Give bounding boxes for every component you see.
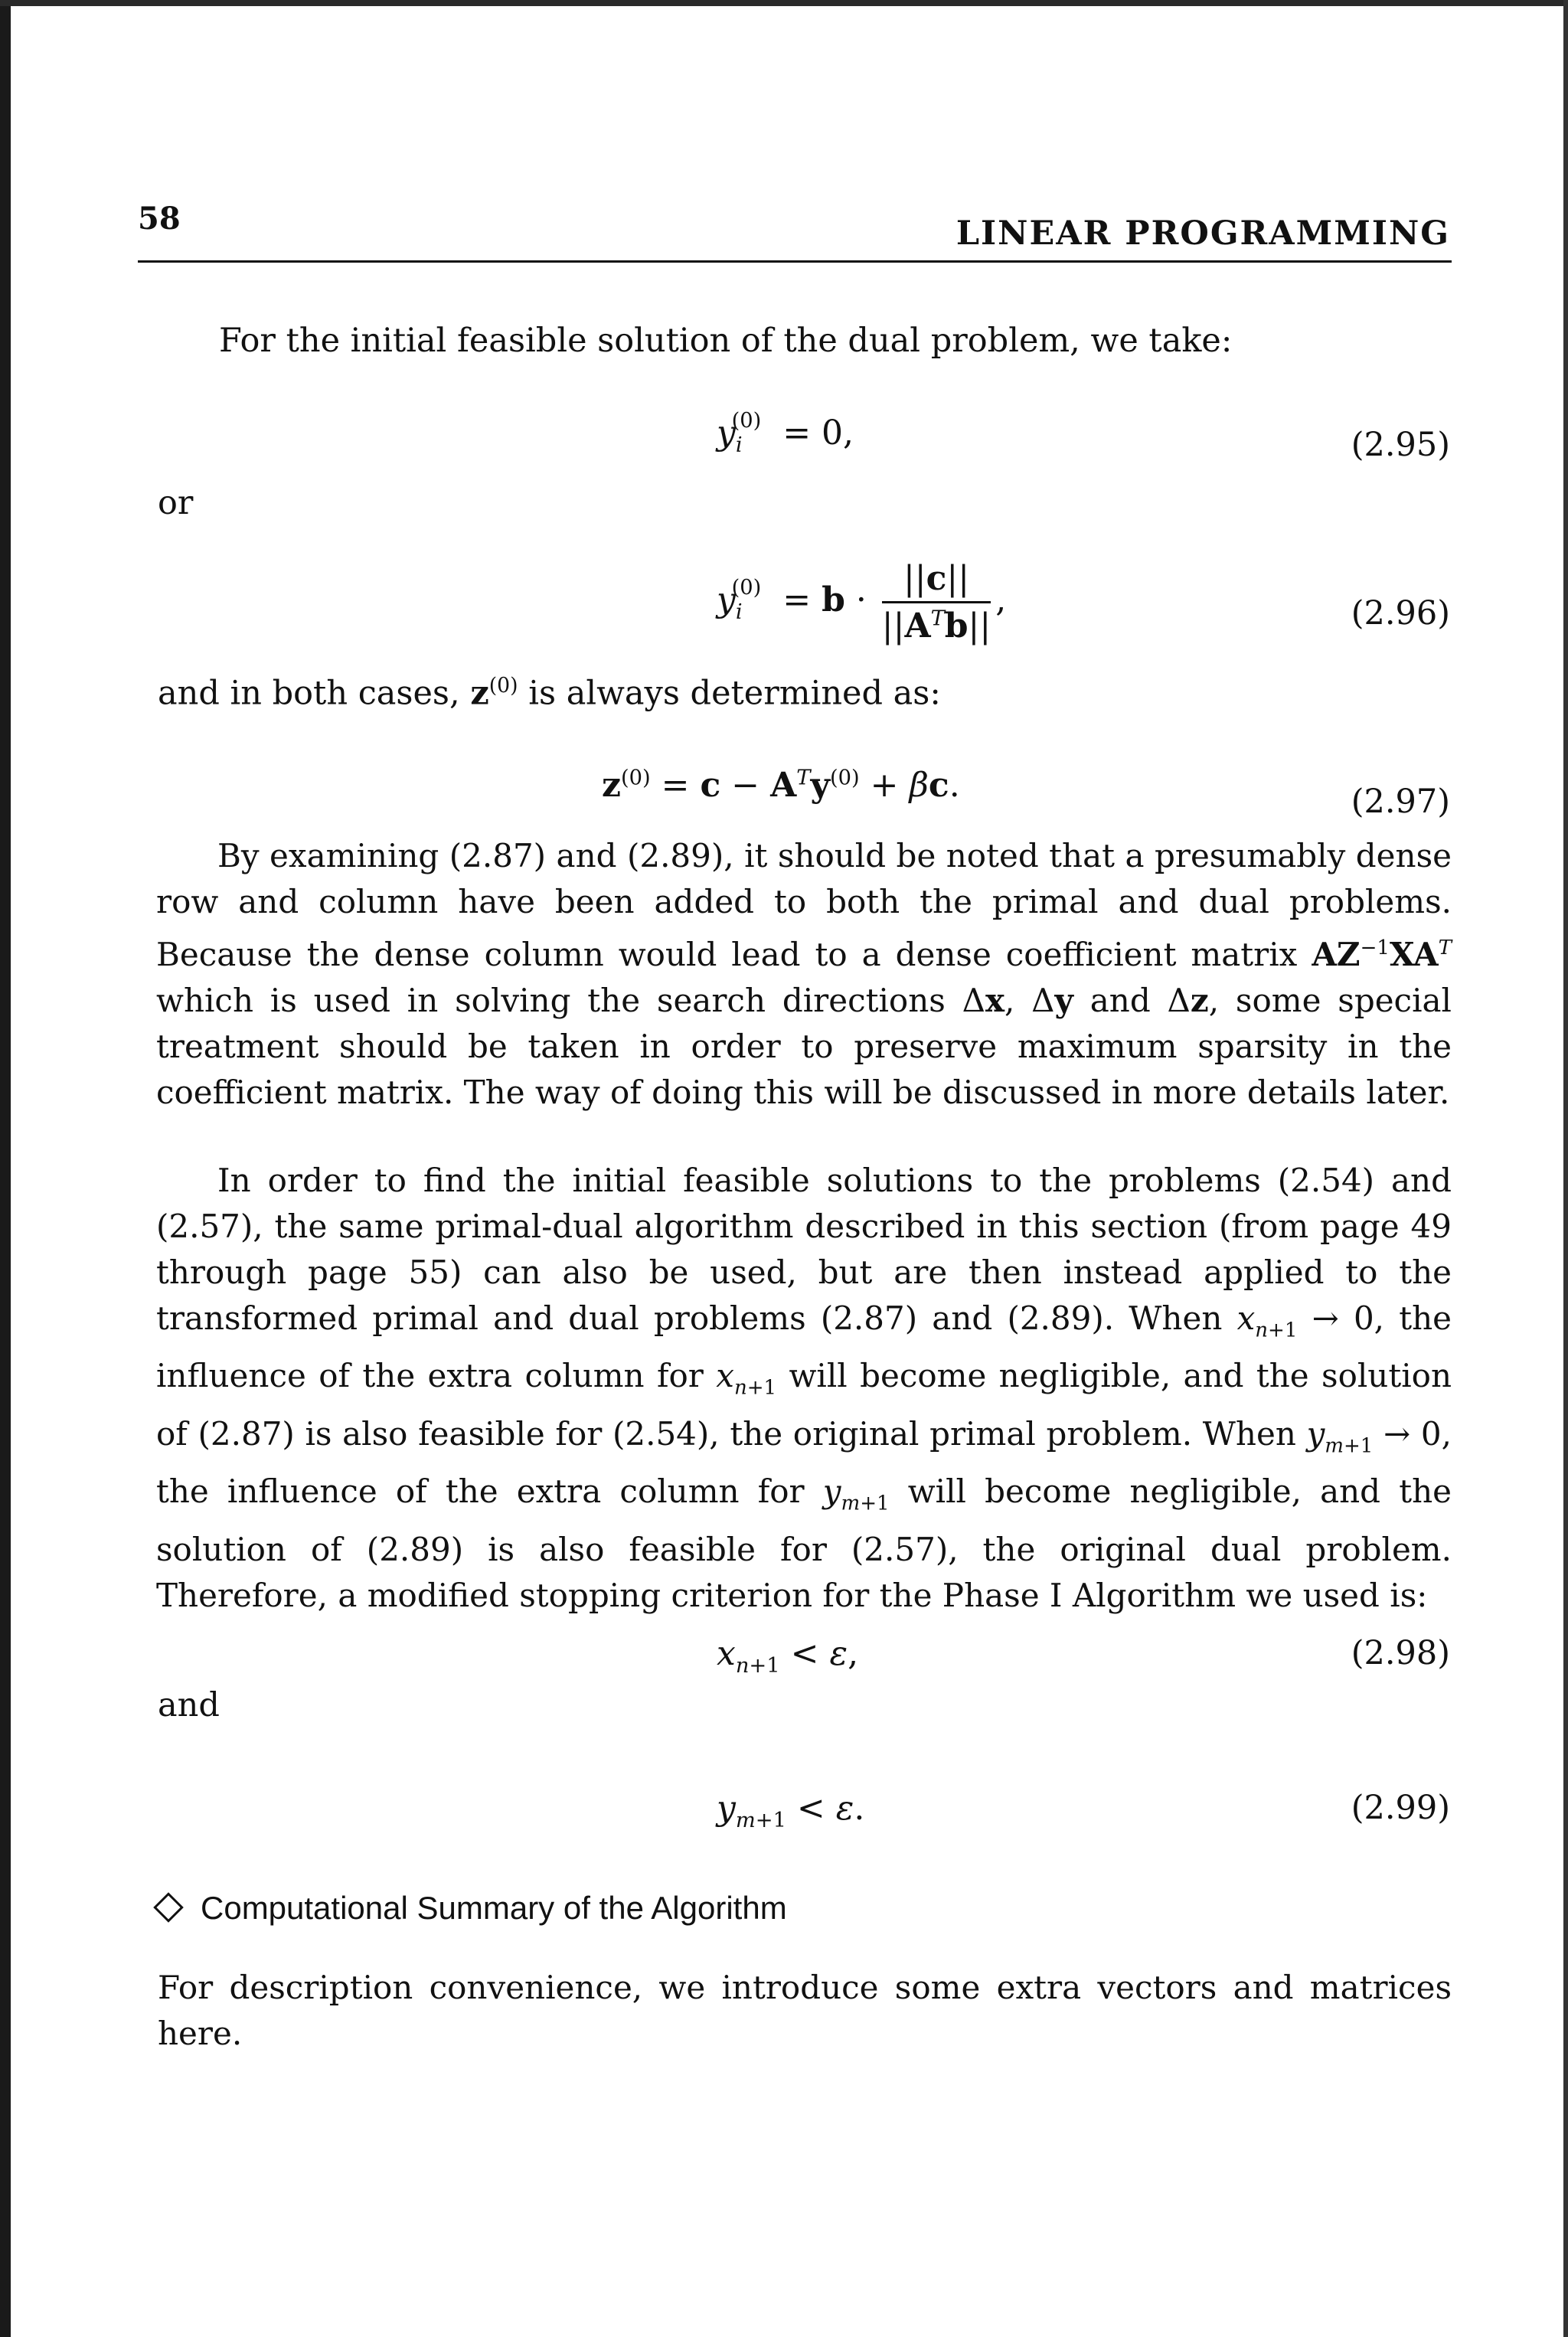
- intro-text: For the initial feasible solution of the dual problem, we take:: [219, 322, 1233, 360]
- header-rule: [138, 260, 1452, 263]
- diamond-icon: [153, 1892, 184, 1923]
- paragraph-description: For description convenience, we introduce some extra vectors and matrices here.: [158, 1969, 1452, 2052]
- scan-border-top: [0, 0, 1568, 6]
- equation-2-96: $y_i^{(0)} = b$ · $\frac{||c||}{||A^Tb||}$ ,: [717, 559, 1007, 646]
- equation-number-2-95: (2.95): [1351, 426, 1450, 464]
- paragraph-dense-column: By examining (2.87) and (2.89), it should be noted that a presumably dense row and column have been added to both the primal and dual problems. Because the dense column would lead to a dense coefficient matrix $AZ^{-1}XA^T$ which is used in solving the search directions Δx, Δy and Δz, some special treatment should be taken in order to preserve maximum sparsity in the coefficient matrix. The way of doing this will be discussed in more details later.: [156, 837, 1452, 1111]
- equation-number-2-96: (2.96): [1351, 594, 1450, 632]
- equation-number-2-97: (2.97): [1351, 783, 1450, 821]
- equation-number-2-99: (2.99): [1351, 1789, 1450, 1827]
- section-heading: Computational Summary of the Algorithm: [158, 1890, 787, 1927]
- scan-border-left: [0, 0, 11, 2337]
- equation-2-99: $y_{m+1} < \varepsilon$.: [717, 1789, 865, 1832]
- page-number: 58: [138, 201, 181, 237]
- paragraph-initial-solutions: In order to find the initial feasible solutions to the problems (2.54) and (2.57), the same primal-dual algorithm described in this section (from page 49 through page 55) can also be used, but are then instead applied to the transformed primal and dual problems (2.87) and (2.89). When $x_{n+1} \to 0$, the influence of the extra column for $x_{n+1}$ will become negligible, and the solution of (2.87) is also feasible for (2.54), the original primal problem. When $y_{m+1} \to 0$, the influence of the extra column for $y_{m+1}$ will become negligible, and the solution of (2.89) is also feasible for (2.57), the original dual problem. Therefore, a modified stopping criterion for the Phase I Algorithm we used is:: [156, 1162, 1452, 1614]
- connector-and: and: [158, 1686, 220, 1724]
- equation-number-2-98: (2.98): [1351, 1634, 1450, 1672]
- connector-both-cases: and in both cases, $z^{(0)}$ is always determined as:: [158, 674, 941, 713]
- connector-or: or: [158, 484, 194, 522]
- equation-2-98: $x_{n+1} < \varepsilon$,: [717, 1634, 859, 1678]
- running-title: LINEAR PROGRAMMING: [956, 214, 1450, 253]
- scan-border-right: [1563, 0, 1568, 2337]
- equation-2-95: $y_i^{(0)} = 0$,: [717, 409, 854, 457]
- equation-2-97: $z^{(0)} = c - A^Ty^{(0)} + \beta c$.: [602, 766, 960, 805]
- fraction-norm-ratio: $\frac{||c||}{||A^Tb||}$: [881, 559, 991, 646]
